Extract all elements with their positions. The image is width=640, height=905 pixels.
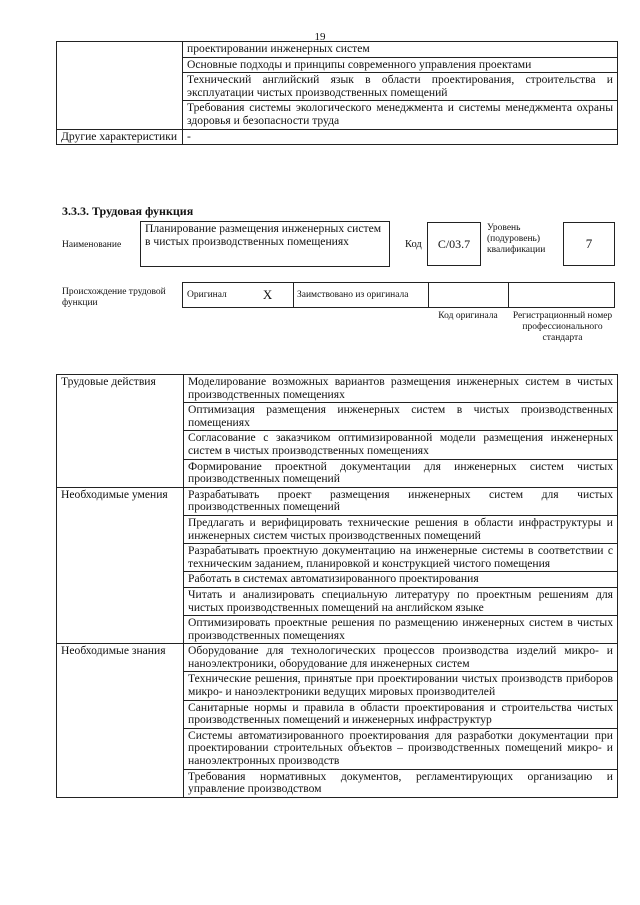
labor-action-item: Моделирование возможных вариантов размещения инженерных систем в чистых производственных помещениях xyxy=(184,375,618,403)
code-label: Код xyxy=(405,239,422,250)
skill-item: Работать в системах автоматизированного проектирования xyxy=(184,572,618,588)
knowledge-label: Необходимые знания xyxy=(57,644,184,798)
skill-item: Читать и анализировать специальную литературу по проектным решениям для чистых производственных помещений на английском языке xyxy=(184,587,618,615)
empty-category-cell xyxy=(57,42,183,130)
reg-number-note: Регистрационный номер профессионального стандарта xyxy=(512,311,613,343)
original-label: Оригинал xyxy=(187,290,227,300)
original-cell xyxy=(183,283,294,307)
skill-item: Оптимизировать проектные решения по размещению инженерных систем в чистых производственных помещениях xyxy=(184,616,618,644)
code-original-note: Код оригинала xyxy=(438,311,498,321)
knowledge-item: Требования системы экологического менеджмента и системы менеджмента охраны здоровья и безопасности труда xyxy=(183,101,618,129)
skills-label: Необходимые умения xyxy=(57,487,184,644)
reg-number-cell xyxy=(509,283,614,307)
section-heading: 3.3.3. Трудовая функция xyxy=(62,204,194,218)
table-row xyxy=(57,644,618,672)
labor-action-item: Согласование с заказчиком оптимизированной модели размещения инженерных систем в чистых производственных помещениях xyxy=(184,431,618,459)
labor-actions-label: Трудовые действия xyxy=(57,375,184,488)
labor-action-item: Формирование проектной документации для инженерных систем чистых производственных помещений xyxy=(184,459,618,487)
knowledge-item: Оборудование для технологических процессов производства изделий микро- и наноэлектроники, оборудование для инженерных систем xyxy=(184,644,618,672)
level-value: 7 xyxy=(563,222,615,266)
other-characteristics-label: Другие характеристики xyxy=(57,129,183,145)
knowledge-item: проектировании инженерных систем xyxy=(183,42,618,58)
code-value: С/03.7 xyxy=(427,222,481,266)
skill-item: Разрабатывать проектную документацию на инженерные системы в соответствии с техническим заданием, планировкой и конструкцией чистого помещения xyxy=(184,544,618,572)
skill-item: Разрабатывать проект размещения инженерных систем для чистых производственных помещений xyxy=(184,487,618,515)
knowledge-item: Требования нормативных документов, регламентирующих организацию и управление производством xyxy=(184,769,618,797)
table-row xyxy=(57,42,618,58)
original-mark: X xyxy=(262,287,273,302)
table-row xyxy=(57,487,618,515)
name-label: Наименование xyxy=(62,240,122,250)
function-name: Планирование размещения инженерных систем в чистых производственных помещениях xyxy=(140,221,390,267)
knowledge-item: Санитарные нормы и правила в области проектирования и строительства чистых производственных помещений и инженерных инфраструктур xyxy=(184,700,618,728)
borrowed-cell xyxy=(294,283,429,307)
main-table xyxy=(56,374,618,798)
top-table xyxy=(56,41,618,145)
origin-label: Происхождение трудовой функции xyxy=(62,287,166,308)
knowledge-item: Основные подходы и принципы современного управления проектами xyxy=(183,57,618,73)
knowledge-item: Системы автоматизированного проектирования для разработки документации при проектировании строительных объектов – производственных помещений микро- и наноэлектронных производств xyxy=(184,728,618,769)
table-row xyxy=(57,129,618,145)
table-row xyxy=(57,375,618,403)
code-original-cell xyxy=(429,283,509,307)
origin-row xyxy=(182,282,615,308)
level-label: Уровень (подуровень) квалификации xyxy=(487,223,546,255)
knowledge-item: Технический английский язык в области проектирования, строительства и эксплуатации чистых производственных помещений xyxy=(183,73,618,101)
other-characteristics-value: - xyxy=(183,129,618,145)
knowledge-item: Технические решения, принятые при проектировании чистых производств приборов микро- и наноэлектроники ведущих мировых производителей xyxy=(184,672,618,700)
skill-item: Предлагать и верифицировать технические решения в области инфраструктуры и инженерных систем чистых производственных помещений xyxy=(184,515,618,543)
borrowed-label: Заимствовано из оригинала xyxy=(297,290,409,300)
labor-action-item: Оптимизация размещения инженерных систем в чистых производственных помещениях xyxy=(184,403,618,431)
page-number: 19 xyxy=(314,31,326,43)
